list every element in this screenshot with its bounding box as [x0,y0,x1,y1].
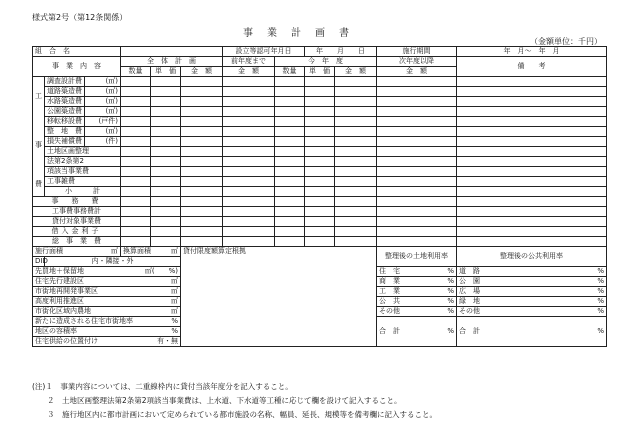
kumiai-value[interactable] [121,47,223,57]
notes [32,380,437,422]
bottom-row-label: 工事費事務費計 [33,207,121,217]
table-row [33,77,607,87]
land-use-total: 合 計 % [377,317,457,347]
table-row [33,147,607,157]
prev-amount-header: 金 額 [223,67,275,77]
item-header: 事 業 内 容 [33,57,121,77]
table-row [33,137,607,147]
kojihi-side-label [33,77,45,197]
total-header: 全 体 計 画 [121,57,223,67]
public-use-total: 合 計 % [457,317,607,347]
koji-item-name: 整 地 費 [45,127,85,137]
table-row [33,157,607,167]
table-row [33,117,607,127]
table-row [33,227,607,237]
note-line: (注)１ 事業内容については、二重線枠内に貸付当該年度分を記入すること。 [32,382,293,391]
koji-item-name: 水路築造費 [45,97,85,107]
establish-date[interactable]: 年 月 日 [305,47,377,57]
table-row [33,97,607,107]
table-row [33,107,607,117]
lower-left-row: 高度利用推進区 ㎡ [33,297,181,307]
hi-char: 費 [35,180,42,188]
land-use-cell: 住 宅 % [377,267,457,277]
koji-other: 工事雑費 [45,177,121,187]
price-header-current: 単 価 [305,67,335,77]
qty-header: 数量 [121,67,151,77]
ji-char: 事 [35,141,42,149]
koji-item-name: 損失補償費 [45,137,85,147]
koji-item-name: 調査設計費 [45,77,85,87]
land-use-cell: その他 % [377,307,457,317]
koji-item-unit: (戸件) [85,117,121,127]
koji-item-unit: (㎡) [85,107,121,117]
public-use-cell: 道 路 % [457,267,607,277]
land-use-cell: 工 業 % [377,287,457,297]
table-row [33,237,607,247]
table-row [33,127,607,137]
next-amount-header: 金 額 [377,67,457,77]
lower-left-row: 市街地再開発事業区 ㎡ [33,287,181,297]
prev-header: 前年度まで [223,57,275,67]
lower-left-row: 新たに造成される住宅市街地率 % [33,317,181,327]
special-line-1: 土地区画整理 [45,147,121,157]
price-header: 単 価 [151,67,181,77]
current-header: 今 年 度 [275,57,377,67]
unit-note: （金額単位：千円） [530,37,602,46]
koji-item-unit: (㎡) [85,97,121,107]
lower-left-row: 先買地＋保留地 ㎡( %) [33,267,181,277]
subtotal-label: 小 計 [45,187,121,197]
lower-left-row: 市街化区域内農地 ㎡ [33,307,181,317]
business-plan-table [32,46,607,347]
qty-header-current: 数量 [275,67,305,77]
bottom-row-label: 貸付対象事業費 [33,217,121,227]
did-label: DID [33,257,45,267]
period-value[interactable]: 年 月～ 年 月 [457,47,607,57]
bottom-row-label: 借入金利子 [33,227,121,237]
bottom-row-label: 総 事 業 費 [33,237,121,247]
public-use-cell: 公 園 % [457,277,607,287]
table-row [33,167,607,177]
amount-header: 金 額 [181,67,223,77]
bottom-row-label: 事 務 費 [33,197,121,207]
lower-left-row: 住宅供給の位置付け 有・無 [33,337,181,347]
loan-basis-label: 貸付限度額算定根拠 [183,247,247,255]
koji-item-name: 道路築造費 [45,87,85,97]
remarks-header: 備 考 [457,57,607,77]
land-use-cell: 商 業 % [377,277,457,287]
amount-header-current: 金 額 [335,67,377,77]
table-row [33,217,607,227]
koji-char: 工 [35,92,42,100]
special-line-2: 法第2条第2 [45,157,121,167]
page-title: 事業計画書 [243,28,363,39]
form-number: 様式第2号（第12条関係） [32,13,128,22]
koji-item-name: 公園築造費 [45,107,85,117]
public-use-cell: その他 % [457,307,607,317]
special-line-3: 項該当事業費 [45,167,121,177]
land-use-title: 整理後の土地利用率 [377,247,457,267]
table-row [33,247,607,257]
lower-left-row: 地区の容積率 % [33,327,181,337]
koji-item-unit: (㎡) [85,77,121,87]
did-value[interactable]: 内・隣接・外 [45,257,181,267]
table-row [33,187,607,197]
loan-basis-cell[interactable] [181,247,377,347]
note-line: ２ 土地区画整理法第2条第2項該当事業費は、上水道、下水道等工種に応じて欄を設けて記入すること。 [32,396,402,405]
establish-label: 設立等認可年月日 [223,47,305,57]
converted-area: 換算面積 ㎡ [121,247,181,257]
koji-item-unit: (㎡) [85,87,121,97]
area-row: 施行面積 ㎡ [33,247,121,257]
table-row [33,177,607,187]
koji-item-name: 移転移設費 [45,117,85,127]
period-label: 施行期間 [377,47,457,57]
land-use-cell: 公 共 % [377,297,457,307]
next-header: 次年度以降 [377,57,457,67]
public-use-title: 整理後の公共利用率 [457,247,607,267]
kumiai-label: 組 合 名 [33,47,121,57]
koji-item-unit: (件) [85,137,121,147]
note-line: ３ 施行地区内に都市計画において定められている都市施設の名称、幅員、延長、規模等を備考欄に記入すること。 [32,410,437,419]
table-row [33,207,607,217]
public-use-cell: 広 場 % [457,287,607,297]
lower-left-row: 住宅先行建設区 ㎡ [33,277,181,287]
public-use-cell: 緑 地 % [457,297,607,307]
koji-item-unit: (㎡) [85,127,121,137]
table-row [33,87,607,97]
table-row [33,197,607,207]
